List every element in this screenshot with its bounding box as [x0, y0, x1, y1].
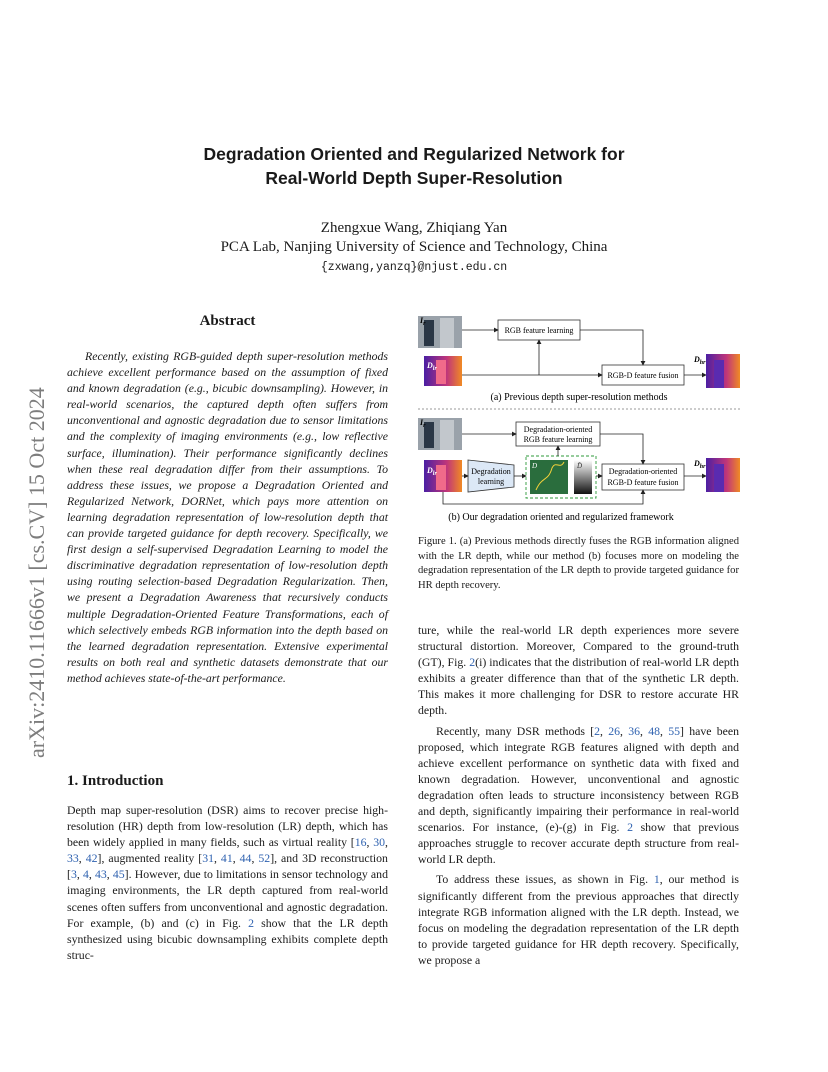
degradation-learning-label-2: learning — [477, 477, 505, 486]
authors: Zhengxue Wang, Zhiqiang Yan — [320, 220, 508, 236]
intro-heading: 1. Introduction — [67, 773, 164, 789]
degradation-fusion-label-2: RGB-D feature fusion — [607, 478, 679, 487]
citation-link[interactable]: 42 — [85, 851, 98, 866]
dhr-label-a: $D_{hr}$ — [694, 355, 706, 366]
ir-label-b: $I_r$ — [420, 418, 426, 429]
abstract-section — [67, 313, 388, 686]
citation-link[interactable]: 44 — [239, 851, 252, 866]
diagram-part-b — [418, 418, 740, 523]
intro-text: Depth map super-resolution (DSR) aims to recover precise high-resolution (HR) depth from low-resolution (LR) depth, which has been widely applied in many fields, such as virtual reality [ — [67, 803, 388, 850]
intro-paragraph-1: Depth map super-resolution (DSR) aims to recover precise high-resolution (HR) depth from low-resolution (LR) depth, which has been widely applied in many fields, such as virtual reality [16, 30, 33, 42], augmented reality [31, 41, 44, 52], and 3D reconstruction [3, 4, 43, 45]. However, due to limitations in sensor technology and imaging environments, the LR depth captured from real-world scenes often suffers from unconventional and agnostic degradation. For example, (b) and (c) in Fig. 2 show that the LR depth synthesized using bicubic downsampling exhibits complete depth struc- — [67, 803, 388, 962]
citation-link[interactable]: 26 — [608, 723, 621, 738]
intro-text: ture, while the real-world LR depth experiences more severe structural distortion. Moreover, Compared to the ground-truth (GT), Fig. — [418, 623, 739, 670]
intro-text: show that the LR depth synthesized using bicubic downsampling exhibits complete depth struc- — [67, 915, 388, 962]
email[interactable]: {zxwang,yanzq}@njust.edu.cn — [320, 261, 508, 274]
subcaption-b: (b) Our degradation oriented and regularized framework — [448, 512, 674, 523]
citation-link[interactable]: 30 — [373, 835, 386, 850]
figure-1 — [418, 310, 740, 530]
citation-link[interactable]: 41 — [220, 851, 233, 866]
citation-link[interactable]: 2 — [594, 723, 601, 738]
intro-text: , our method is significantly different from the previous approaches that directly integrate RGB information aligned with the LR depth. Instead, we focus on modeling the degradation representation of the LR depth to provide targeted guidance for HR depth recovery. Specifically, we propose a — [418, 872, 740, 967]
title-line-2: Real-World Depth Super-Resolution — [265, 168, 563, 188]
intro-text: ]. However, due to limitations in sensor technology and imaging environments, the LR depth captured from real-world scenes often suffers from unconventional and agnostic degradation. For example, (b) and (c) in Fig. — [67, 867, 388, 930]
affiliation: PCA Lab, Nanjing University of Science and Technology, China — [220, 239, 608, 255]
abstract-body — [67, 348, 388, 686]
dlr-label-b: $D_{lr}$ — [427, 466, 437, 477]
intro-text: Recently, many DSR methods [ — [436, 723, 595, 738]
intro-paragraph-4 — [418, 871, 739, 968]
figure-link[interactable]: 1 — [653, 872, 660, 887]
figure-link[interactable]: 2 — [627, 820, 633, 835]
citation-link[interactable]: 33 — [67, 851, 79, 866]
intro-text: (i) indicates that the distribution of real-world LR depth exhibits a greater difference than that of the synthetic LR depth. This makes it more challenging for DSR to restore accurate HR depth. — [418, 655, 739, 718]
dlr-label-a: $D_{lr}$ — [427, 361, 437, 372]
dhat-label: D̂ — [577, 462, 583, 470]
citation-link[interactable]: 45 — [112, 867, 125, 882]
rgb-feature-label: RGB feature learning — [504, 326, 574, 335]
introduction-section — [67, 773, 388, 963]
intro-paragraph-2 — [418, 622, 739, 719]
degradation-rgb-label-2: RGB feature learning — [523, 435, 593, 444]
degradation-learning-label-1: Degradation — [471, 467, 511, 476]
intro-text: ], augmented reality [ — [97, 851, 203, 866]
rgbd-fusion-label: RGB-D feature fusion — [607, 371, 679, 380]
figure-link[interactable]: 2 — [469, 655, 476, 670]
citation-link[interactable]: 48 — [648, 723, 661, 738]
citation-link[interactable]: 36 — [628, 723, 641, 738]
author-block — [64, 219, 764, 257]
degradation-fusion-label-1: Degradation-oriented — [608, 467, 678, 476]
citation-link[interactable]: 43 — [94, 867, 107, 882]
intro-text: ], and 3D reconstruction [ — [67, 851, 388, 882]
intro-continuation — [418, 622, 739, 968]
degradation-rgb-label-1: Degradation-oriented — [523, 425, 593, 434]
arxiv-side-stamp — [14, 290, 54, 760]
citation-link[interactable]: 3 — [70, 867, 77, 882]
subcaption-a: (a) Previous depth super-resolution methods — [490, 392, 668, 403]
intro-text: show that previous approaches struggle to recover accurate depth structure from real-world LR depth. — [418, 820, 739, 867]
figure-1-diagram — [418, 310, 740, 530]
citation-link[interactable]: 16 — [354, 835, 367, 850]
citation-link[interactable]: 4 — [82, 867, 89, 882]
abstract-heading: Abstract — [199, 313, 256, 329]
abstract-text: Recently, existing RGB-guided depth super-resolution methods achieve excellent performance based on the assumption of fixed and known degradation (e.g., bicubic downsampling). However, in real-world scenarios, the captured depth often suffers from unconventional and agnostic degradation due to sensor limitations and the complexity of imaging environments (e.g., low reflective surface, illumination). Their performance significantly declines when these real degradation differ from their assumptions. To address these issues, we propose a Degradation Oriented and Regularized Network, DORNet, which pays more attention on learning degradation representation of low-resolution depth that can provide targeted guidance for depth recovery. Specifically, we first design a self-supervised Degradation Learning to model the discriminative degradation representation of low-resolution depth using routing selection-based Degradation Regularization. Then, we present a Degradation Awareness that recursively conducts multiple Degradation-Oriented Feature Transformations, each of which selectively embeds RGB information into the depth based on the learned degradation representation. Extensive experimental results on both real and synthetic datasets demonstrate that our method achieves state-of-the-art performance. — [67, 349, 388, 685]
intro-text: To address these issues, as shown in Fig. — [436, 872, 654, 887]
citation-link[interactable]: 55 — [668, 723, 681, 738]
degradation-learning-box — [468, 460, 514, 492]
diagram-part-a — [418, 316, 740, 403]
paper-title — [64, 142, 764, 190]
intro-text: ] have been proposed, which integrate RGB features aligned with depth and achieve excellent performance on synthetic data with fixed and known degradation. However, unconventional and agnostic degradation often leads to structure inconsistency between RGB and depth, significantly impairing their performance in real-world scenarios. For instance, (e)-(g) in Fig. — [418, 723, 739, 835]
arxiv-stamp-text: arXiv:2410.11666v1 [cs.CV] 15 Oct 2024 — [24, 387, 49, 758]
dhr-label-b: $D_{hr}$ — [694, 459, 706, 470]
d-label: D — [532, 462, 538, 470]
figure-link[interactable]: 2 — [248, 915, 254, 930]
citation-link[interactable]: 52 — [258, 851, 271, 866]
intro-paragraph-3: Recently, many DSR methods [2, 26, 36, 48, 55] have been proposed, which integrate RGB features aligned with depth and achieve excellent performance on synthetic data with fixed and known degradation. However, unconventional and agnostic degradation often leads to structure inconsistency between RGB and depth, significantly impairing their performance in real-world scenarios. For instance, (e)-(g) in Fig. 2 show that previous approaches struggle to recover accurate depth structure from real-world LR depth. — [418, 723, 739, 867]
citation-link[interactable]: 31 — [202, 851, 214, 866]
ir-label-a: $I_r$ — [420, 316, 426, 327]
title-line-1: Degradation Oriented and Regularized Network for — [203, 144, 625, 164]
figure-1-caption: Figure 1. (a) Previous methods directly fuses the RGB information aligned with the LR depth, while our method (b) focuses more on modeling the degradation representation of the LR depth to provide targeted guidance for HR depth recovery. — [418, 536, 739, 591]
